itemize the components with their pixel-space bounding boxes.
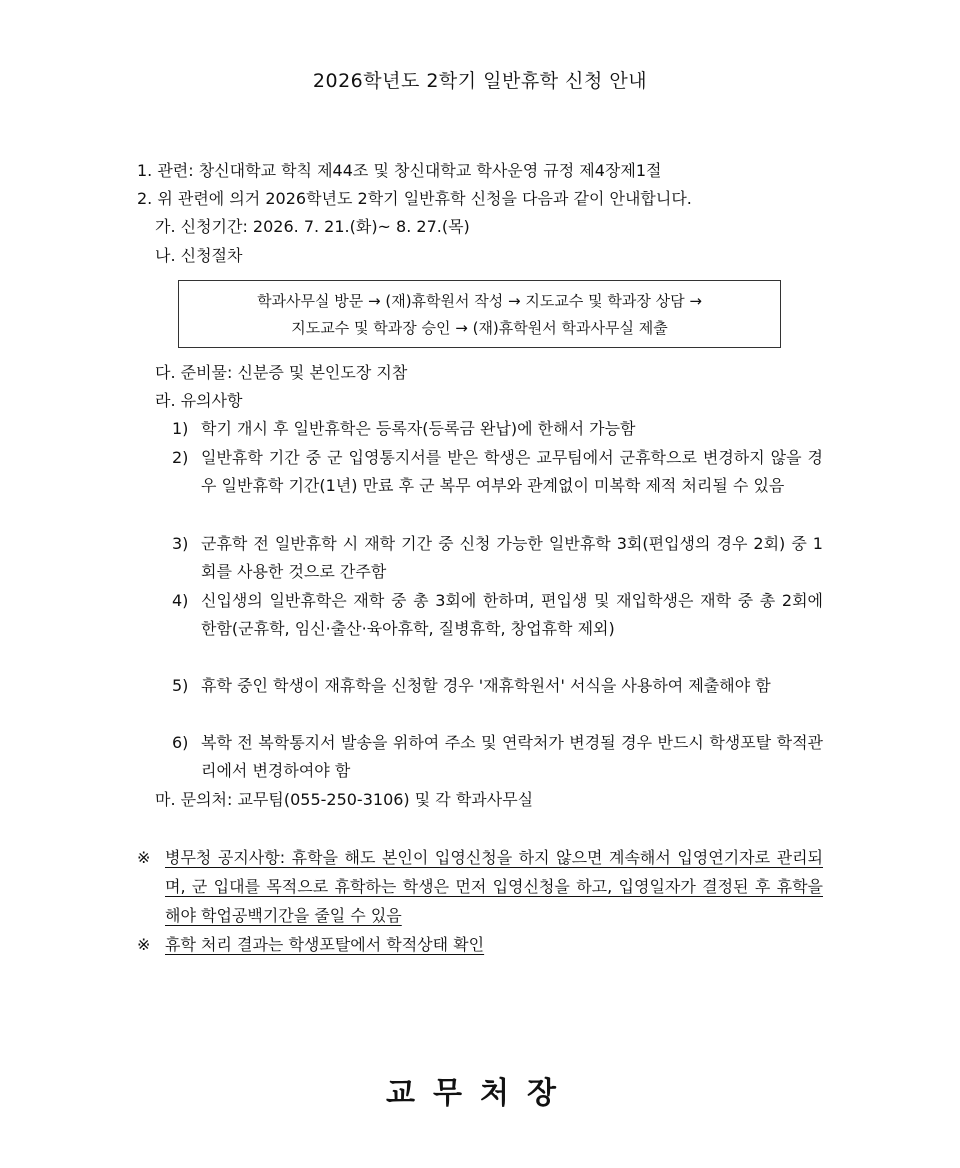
note-6-text: 복학 전 복학통지서 발송을 위하여 주소 및 연락처가 변경될 경우 반드시 학생포탈 학적관리에서 변경하여야 함 bbox=[201, 733, 823, 780]
item-ga-period: 가. 신청기간: 2026. 7. 21.(화)~ 8. 27.(목) bbox=[155, 217, 470, 236]
reference-mark: ※ bbox=[137, 848, 151, 867]
item-ma-contact: 마. 문의처: 교무팀(055-250-3106) 및 각 학과사무실 bbox=[155, 790, 534, 809]
footnote-result-text: 휴학 처리 결과는 학생포탈에서 학적상태 확인 bbox=[165, 935, 485, 954]
reference-mark: ※ bbox=[137, 935, 151, 954]
item-da-materials: 다. 준비물: 신분증 및 본인도장 지참 bbox=[155, 363, 408, 382]
signature-dean: 교무처장 bbox=[386, 1076, 574, 1111]
footnote-military bbox=[137, 843, 823, 930]
note-4-text: 신입생의 일반휴학은 재학 중 총 3회에 한하며, 편입생 및 재입학생은 재학 중 총 2회에 한함(군휴학, 임신·출산·육아휴학, 질병휴학, 창업휴학 제외) bbox=[201, 591, 823, 638]
item-na-procedure: 나. 신청절차 bbox=[155, 246, 243, 265]
item-ra-notes-heading: 라. 유의사항 bbox=[155, 391, 243, 410]
note-1-text: 학기 개시 후 일반휴학은 등록자(등록금 완납)에 한해서 가능함 bbox=[201, 419, 636, 438]
procedure-line-1: 학과사무실 방문 → (재)휴학원서 작성 → 지도교수 및 학과장 상담 → bbox=[257, 292, 702, 310]
document-title: 2026학년도 2학기 일반휴학 신청 안내 bbox=[312, 70, 648, 92]
note-3-text: 군휴학 전 일반휴학 시 재학 기간 중 신청 가능한 일반휴학 3회(편입생의 경우 2회) 중 1회를 사용한 것으로 간주함 bbox=[201, 534, 823, 581]
note-3-number: 3) bbox=[172, 534, 189, 553]
item-1-regulation: 1. 관련: 창신대학교 학칙 제44조 및 창신대학교 학사운영 규정 제4장제1절 bbox=[137, 161, 662, 180]
note-4-number: 4) bbox=[172, 591, 189, 610]
note-2-number: 2) bbox=[172, 448, 189, 467]
footnote-military-text: 병무청 공지사항: 휴학을 해도 본인이 입영신청을 하지 않으면 계속해서 입영연기자로 관리되며, 군 입대를 목적으로 휴학하는 학생은 먼저 입영신청을 하고, 입영일자가 결정된 후 휴학을 해야 학업공백기간을 줄일 수 있음 bbox=[165, 848, 823, 925]
note-2-text: 일반휴학 기간 중 군 입영통지서를 받은 학생은 교무팀에서 군휴학으로 변경하지 않을 경우 일반휴학 기간(1년) 만료 후 군 복무 여부와 관계없이 미복학 제적 처리될 수 있음 bbox=[201, 448, 823, 495]
note-5-text: 휴학 중인 학생이 재휴학을 신청할 경우 '재휴학원서' 서식을 사용하여 제출해야 함 bbox=[201, 676, 771, 695]
note-5-number: 5) bbox=[172, 676, 189, 695]
note-6-number: 6) bbox=[172, 733, 189, 752]
note-1-number: 1) bbox=[172, 419, 189, 438]
procedure-box bbox=[178, 280, 781, 348]
footnote-result bbox=[137, 930, 823, 959]
item-2-intro: 2. 위 관련에 의거 2026학년도 2학기 일반휴학 신청을 다음과 같이 안내합니다. bbox=[137, 189, 692, 208]
procedure-line-2: 지도교수 및 학과장 승인 → (재)휴학원서 학과사무실 제출 bbox=[291, 319, 668, 337]
